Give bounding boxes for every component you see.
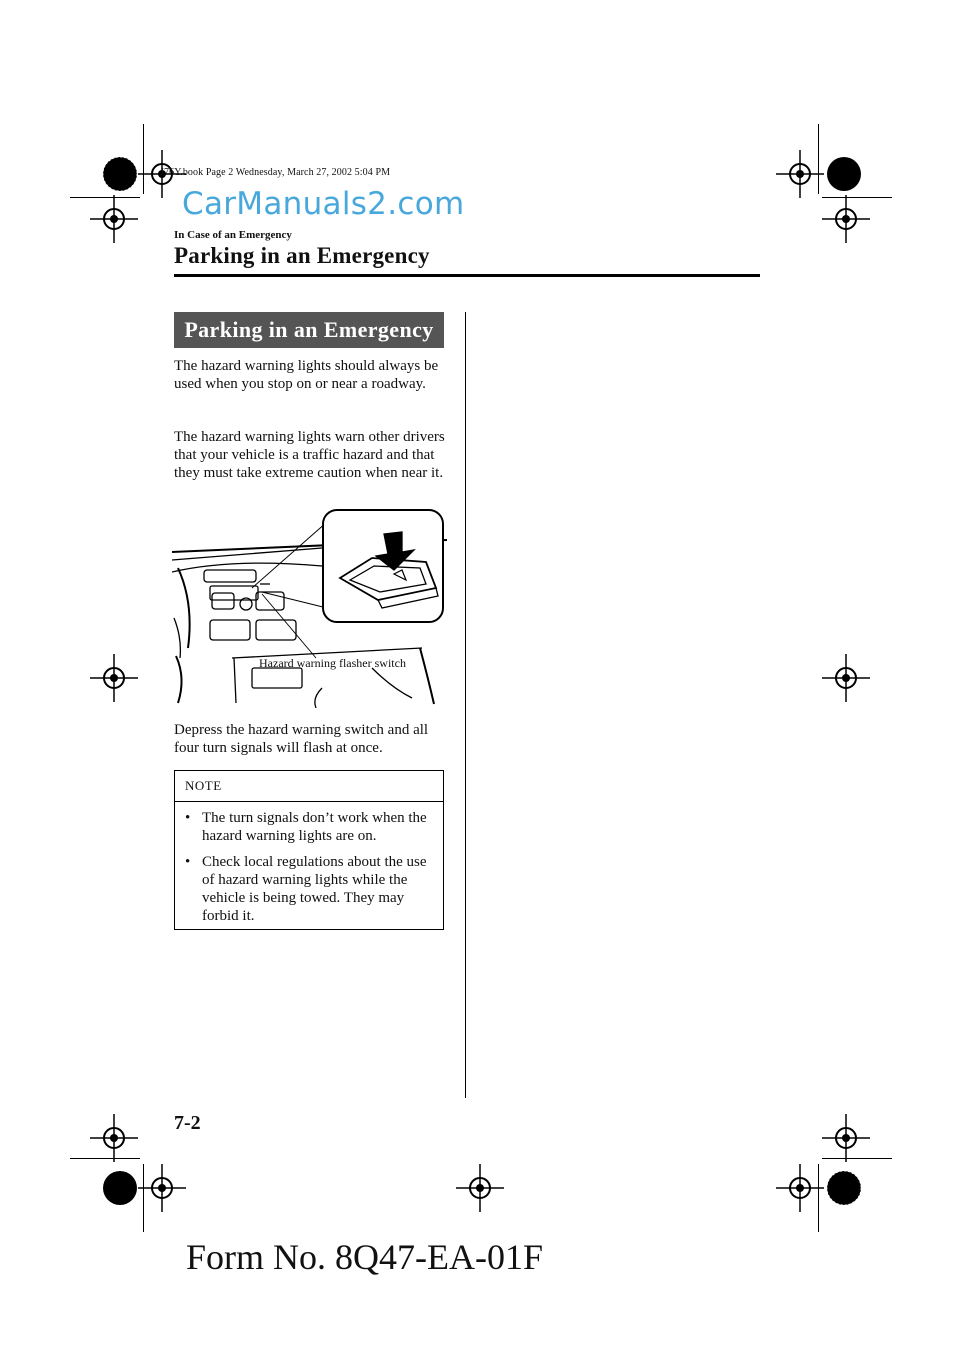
color-target-icon xyxy=(820,150,868,198)
color-target-icon xyxy=(96,1164,144,1212)
registration-mark-icon xyxy=(138,1164,186,1212)
registration-mark-icon xyxy=(776,1164,824,1212)
form-number: Form No. 8Q47-EA-01F xyxy=(186,1237,543,1277)
color-target-icon xyxy=(96,150,144,198)
paragraph: The hazard warning lights should always be used when you stop on or near a roadway. xyxy=(174,358,439,392)
note-title: NOTE xyxy=(185,778,222,793)
registration-mark-icon xyxy=(776,150,824,198)
registration-mark-icon xyxy=(90,1114,138,1162)
crop-line xyxy=(143,124,144,194)
registration-mark-icon xyxy=(90,195,138,243)
paragraph: Depress the hazard warning switch and all four turn signals will flash at once. xyxy=(174,722,429,756)
watermark: CarManuals2.com xyxy=(182,186,465,222)
dashboard-illustration xyxy=(172,508,447,708)
crop-line xyxy=(818,124,819,194)
crop-line xyxy=(70,1158,140,1159)
page-number: 7-2 xyxy=(174,1112,201,1134)
note-divider xyxy=(175,801,443,802)
crop-line xyxy=(822,1158,892,1159)
note-item-text: Check local regulations about the use of hazard warning lights while the vehicle is being towed. They may forbid it. xyxy=(202,854,427,924)
crop-line xyxy=(70,197,140,198)
registration-mark-icon xyxy=(822,654,870,702)
registration-mark-icon xyxy=(822,1114,870,1162)
registration-mark-icon xyxy=(456,1164,504,1212)
header-rule xyxy=(174,274,760,277)
section-label: In Case of an Emergency xyxy=(174,229,292,241)
figure-callout: Hazard warning flasher switch xyxy=(259,656,406,670)
note-item-text: The turn signals don’t work when the hazard warning lights are on. xyxy=(202,810,427,844)
book-info: J76Y.book Page 2 Wednesday, March 27, 2002 5:04 PM xyxy=(160,167,391,178)
column-divider xyxy=(465,312,466,1098)
crop-line xyxy=(822,197,892,198)
note-box xyxy=(174,770,444,930)
bullet-icon: • xyxy=(185,810,191,826)
crop-line xyxy=(818,1164,819,1232)
color-target-icon xyxy=(820,1164,868,1212)
page-title: Parking in an Emergency xyxy=(174,243,430,268)
note-item xyxy=(185,853,435,925)
paragraph: The hazard warning lights warn other drivers that your vehicle is a traffic hazard and that they must take extreme caution when near it. xyxy=(174,429,445,481)
bullet-icon: • xyxy=(185,854,191,870)
registration-mark-icon xyxy=(90,654,138,702)
section-heading: Parking in an Emergency xyxy=(174,312,444,348)
crop-line xyxy=(143,1164,144,1232)
note-item xyxy=(185,809,435,845)
registration-mark-icon xyxy=(822,195,870,243)
